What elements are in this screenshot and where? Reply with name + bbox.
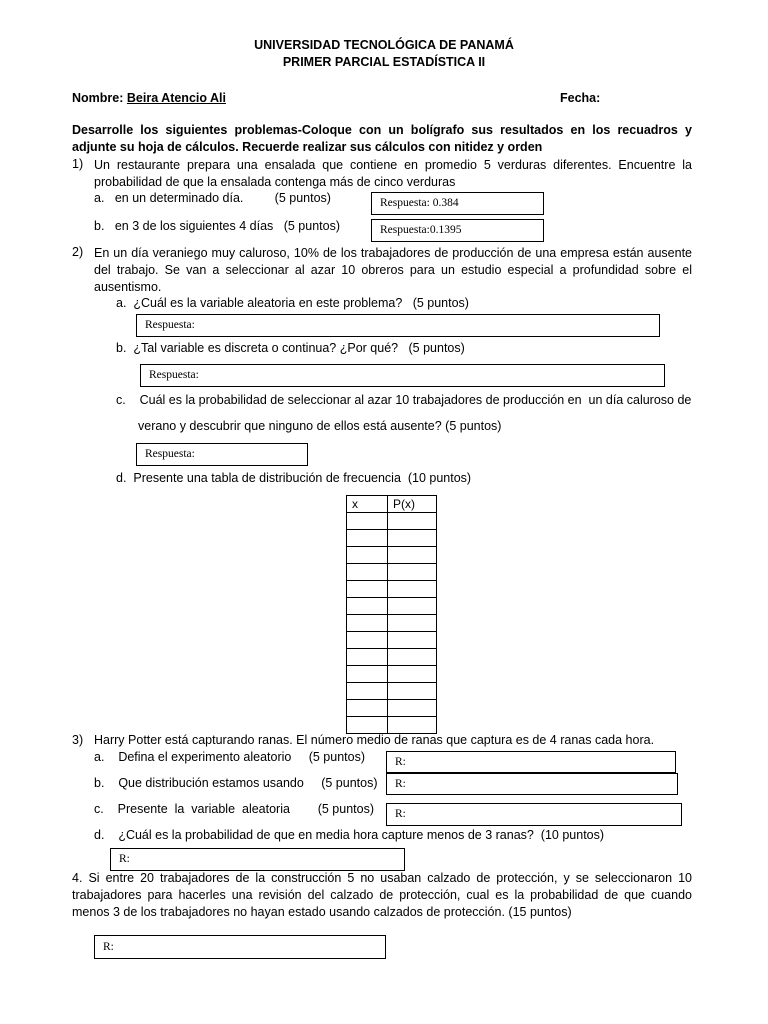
table-row xyxy=(347,717,437,734)
q1-number: 1) xyxy=(72,157,84,171)
university-title: UNIVERSIDAD TECNOLÓGICA DE PANAMÁ xyxy=(254,38,514,52)
table-cell[interactable] xyxy=(388,547,437,564)
q4-answer-box[interactable] xyxy=(94,935,386,959)
q4-text: 4. Si entre 20 trabajadores de la construcción 5 no usaban calzado de protección, y se seleccionaron 10 trabajadores para hacerles una revisión del calzado de protección, cual es la probabilidad de que cuando menos 3 de los trabajadores no hayan estado usando calzados de protección. (15 puntos) xyxy=(72,871,692,919)
table-cell[interactable] xyxy=(347,649,388,666)
q3-c-answer-box[interactable] xyxy=(386,803,682,826)
table-row xyxy=(347,632,437,649)
q3-b-answer-box[interactable] xyxy=(386,773,678,795)
table-cell[interactable] xyxy=(388,564,437,581)
table-cell[interactable] xyxy=(347,581,388,598)
q3-d-answer-box[interactable] xyxy=(110,848,405,871)
q2-a-text: a. ¿Cuál es la variable aleatoria en este problema? (5 puntos) xyxy=(116,296,469,310)
table-row xyxy=(347,513,437,530)
q3-c-answer: R: xyxy=(395,808,406,820)
table-cell[interactable] xyxy=(388,513,437,530)
table-cell[interactable] xyxy=(347,598,388,615)
table-row xyxy=(347,615,437,632)
table-cell[interactable] xyxy=(347,615,388,632)
q2-number: 2) xyxy=(72,245,84,259)
table-cell[interactable] xyxy=(347,632,388,649)
table-row xyxy=(347,547,437,564)
q2-a-answer-box[interactable] xyxy=(136,314,660,337)
q3-d-answer: R: xyxy=(119,853,130,865)
table-cell[interactable] xyxy=(347,547,388,564)
exam-title: PRIMER PARCIAL ESTADÍSTICA II xyxy=(282,55,486,69)
q1-a-answer: Respuesta: 0.384 xyxy=(380,197,459,209)
q2-b-answer: Respuesta: xyxy=(149,369,199,381)
q2-b-answer-box[interactable] xyxy=(140,364,665,387)
q2-c-text-line2: verano y descubrir que ninguno de ellos está ausente? (5 puntos) xyxy=(138,419,502,433)
q3-a-answer-box[interactable] xyxy=(386,751,676,773)
q3-b-text: b. Que distribución estamos usando (5 puntos) xyxy=(94,776,378,790)
table-row xyxy=(347,666,437,683)
q2-b-text: b. ¿Tal variable es discreta o continua? ¿Por qué? (5 puntos) xyxy=(116,341,465,355)
table-cell[interactable] xyxy=(388,615,437,632)
q3-c-text: c. Presente la variable aleatoria (5 puntos) xyxy=(94,802,374,816)
q1-a-text: a. en un determinado día. (5 puntos) xyxy=(94,191,331,205)
table-cell[interactable] xyxy=(388,581,437,598)
table-cell[interactable] xyxy=(388,598,437,615)
table-cell[interactable] xyxy=(388,530,437,547)
table-row xyxy=(347,598,437,615)
table-cell[interactable] xyxy=(347,564,388,581)
q1-a-answer-box[interactable] xyxy=(371,192,544,215)
q2-text: En un día veraniego muy caluroso, 10% de los trabajadores de producción de una empresa están ausente del trabajo. Se van a seleccionar al azar 10 obreros para un estudio especial a profundidad sobre el ausentismo. xyxy=(94,246,692,294)
name-label: Nombre: xyxy=(72,91,124,105)
q3-b-answer: R: xyxy=(395,778,406,790)
table-row xyxy=(347,564,437,581)
q3-a-answer: R: xyxy=(395,756,406,768)
table-cell[interactable] xyxy=(388,683,437,700)
instructions: Desarrolle los siguientes problemas-Coloque con un bolígrafo sus resultados en los recuadros y adjunte su hoja de cálculos. Recuerde realizar sus cálculos con nitidez y orden xyxy=(72,123,692,154)
table-header-row xyxy=(347,496,437,513)
q2-a-answer: Respuesta: xyxy=(145,319,195,331)
frequency-table xyxy=(346,495,437,734)
q3-number: 3) xyxy=(72,733,84,747)
table-row xyxy=(347,700,437,717)
q1-b-answer: Respuesta:0.1395 xyxy=(380,224,462,236)
table-cell[interactable] xyxy=(388,717,437,734)
q2-d-text: d. Presente una tabla de distribución de frecuencia (10 puntos) xyxy=(116,471,472,485)
table-header-x: x xyxy=(347,496,388,513)
q3-text: Harry Potter está capturando ranas. El número medio de ranas que captura es de 4 ranas cada hora. xyxy=(94,733,655,747)
table-row xyxy=(347,649,437,666)
q3-d-text: d. ¿Cuál es la probabilidad de que en media hora capture menos de 3 ranas? (10 puntos) xyxy=(94,828,605,842)
table-cell[interactable] xyxy=(388,632,437,649)
q3-a-text: a. Defina el experimento aleatorio (5 puntos) xyxy=(94,750,365,764)
table-row xyxy=(347,530,437,547)
table-cell[interactable] xyxy=(388,666,437,683)
table-cell[interactable] xyxy=(347,513,388,530)
q4-answer: R: xyxy=(103,941,114,953)
table-cell[interactable] xyxy=(347,530,388,547)
q2-c-answer: Respuesta: xyxy=(145,448,195,460)
name-value: Beira Atencio Ali xyxy=(126,91,226,105)
table-row xyxy=(347,581,437,598)
table-cell[interactable] xyxy=(347,700,388,717)
table-cell[interactable] xyxy=(347,666,388,683)
table-cell[interactable] xyxy=(388,700,437,717)
table-cell[interactable] xyxy=(388,649,437,666)
q2-c-answer-box[interactable] xyxy=(136,443,308,466)
date-label: Fecha: xyxy=(560,91,601,105)
table-cell[interactable] xyxy=(347,683,388,700)
q1-b-text: b. en 3 de los siguientes 4 días (5 puntos) xyxy=(94,219,340,233)
q1-text: Un restaurante prepara una ensalada que contiene en promedio 5 verduras diferentes. Encuentre la probabilidad de que la ensalada contenga más de cinco verduras xyxy=(94,158,692,189)
name-row xyxy=(72,91,226,105)
table-cell[interactable] xyxy=(347,717,388,734)
q2-c-text-line1: c. Cuál es la probabilidad de seleccionar al azar 10 trabajadores de producción en un día caluroso de xyxy=(116,393,692,407)
q1-b-answer-box[interactable] xyxy=(371,219,544,242)
table-row xyxy=(347,683,437,700)
table-header-px: P(x) xyxy=(388,496,437,513)
